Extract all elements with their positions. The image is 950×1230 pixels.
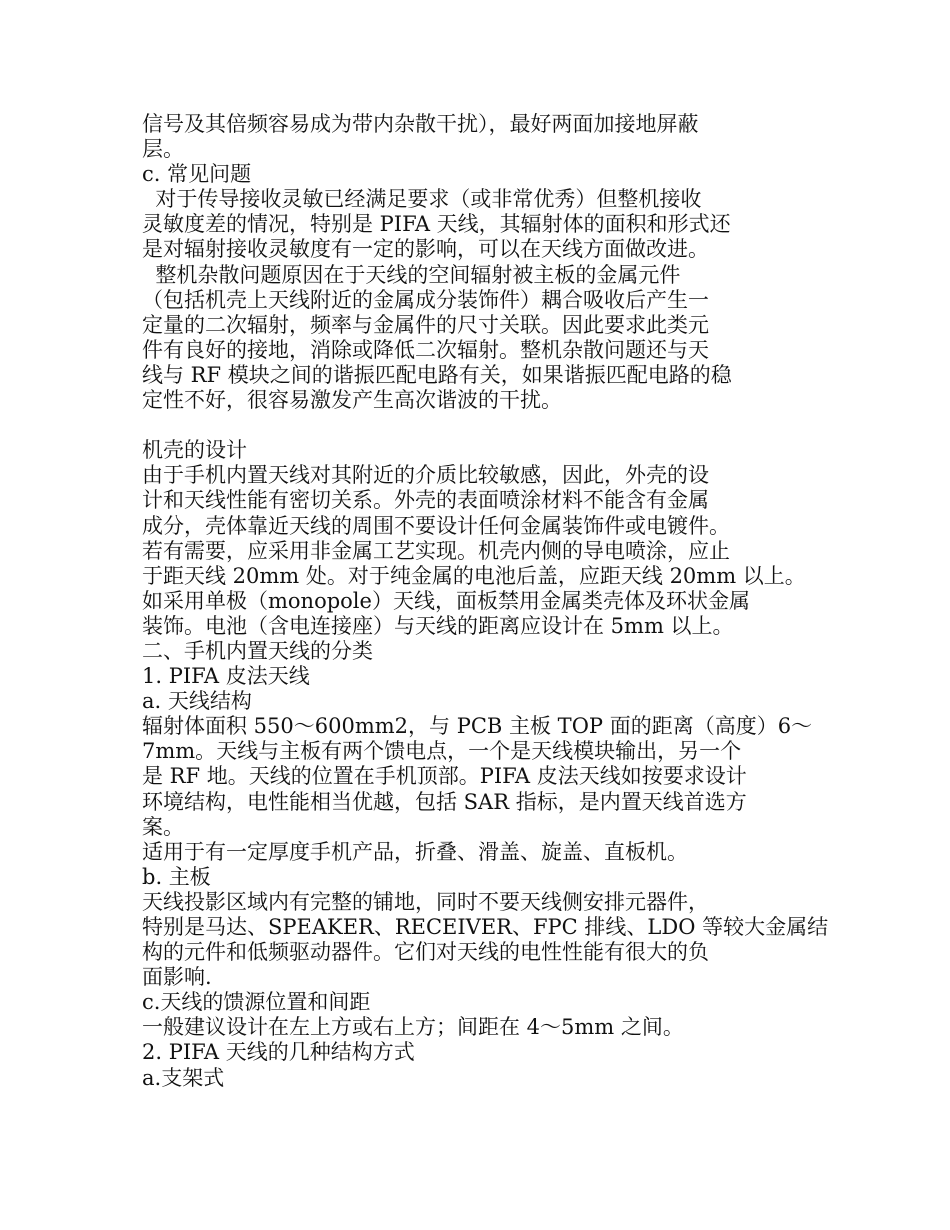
text-line: 适用于有一定厚度手机产品，折叠、滑盖、旋盖、直板机。 — [142, 839, 688, 864]
text-line: 一般建议设计在左上方或右上方；间距在 4～5mm 之间。 — [142, 1015, 684, 1040]
section-heading: c. 常见问题 — [142, 162, 252, 187]
text-line: 成分，壳体靠近天线的周围不要设计任何金属装饰件或电镀件。 — [142, 513, 730, 538]
blank-line — [142, 413, 818, 438]
text-line: 整机杂散问题原因在于天线的空间辐射被主板的金属元件 — [142, 262, 681, 287]
text-line: 定性不好，很容易激发产生高次谐波的干扰。 — [142, 388, 562, 413]
text-line: 若有需要，应采用非金属工艺实现。机壳内侧的导电喷涂，应止 — [142, 538, 730, 563]
text-line: 于距天线 20mm 处。对于纯金属的电池后盖，应距天线 20mm 以上。 — [142, 563, 806, 588]
text-line: 是 RF 地。天线的位置在手机顶部。PIFA 皮法天线如按要求设计 — [142, 764, 747, 789]
text-line: 装饰。电池（含电连接座）与天线的距离应设计在 5mm 以上。 — [142, 613, 734, 638]
section-heading: 2. PIFA 天线的几种结构方式 — [142, 1040, 415, 1065]
text-line: 环境结构，电性能相当优越，包括 SAR 指标，是内置天线首选方 — [142, 789, 747, 814]
text-line: 辐射体面积 550～600mm2，与 PCB 主板 TOP 面的距离（高度）6～ — [142, 714, 813, 739]
text-line: 对于传导接收灵敏已经满足要求（或非常优秀）但整机接收 — [142, 187, 702, 212]
section-heading: 1. PIFA 皮法天线 — [142, 664, 310, 689]
text-line: 构的元件和低频驱动器件。它们对天线的电性性能有很大的负 — [142, 940, 709, 965]
text-line: 由于手机内置天线对其附近的介质比较敏感，因此，外壳的设 — [142, 463, 709, 488]
text-line: 面影响. — [142, 965, 212, 990]
section-heading: b. 主板 — [142, 864, 211, 889]
text-line: 是对辐射接收灵敏度有一定的影响，可以在天线方面做改进。 — [142, 237, 709, 262]
text-line: 定量的二次辐射，频率与金属件的尺寸关联。因此要求此类元 — [142, 312, 709, 337]
section-heading: 二、手机内置天线的分类 — [142, 638, 373, 663]
section-heading: a.支架式 — [142, 1065, 225, 1090]
text-line: 线与 RF 模块之间的谐振匹配电路有关，如果谐振匹配电路的稳 — [142, 362, 732, 387]
section-heading: c.天线的馈源位置和间距 — [142, 990, 371, 1015]
text-line: 层。 — [142, 137, 184, 162]
text-line: 如采用单极（monopole）天线，面板禁用金属类壳体及环状金属 — [142, 588, 750, 613]
section-heading: 机壳的设计 — [142, 438, 247, 463]
text-line: 件有良好的接地，消除或降低二次辐射。整机杂散问题还与天 — [142, 337, 709, 362]
section-heading: a. 天线结构 — [142, 689, 252, 714]
text-line: 灵敏度差的情况，特别是 PIFA 天线，其辐射体的面积和形式还 — [142, 212, 731, 237]
text-line: 案。 — [142, 814, 184, 839]
text-line: 天线投影区域内有完整的铺地，同时不要天线侧安排元器件， — [142, 889, 709, 914]
text-line: 7mm。天线与主板有两个馈电点，一个是天线模块输出，另一个 — [142, 739, 742, 764]
text-line: （包括机壳上天线附近的金属成分装饰件）耦合吸收后产生一 — [142, 287, 709, 312]
text-line: 特别是马达、SPEAKER、RECEIVER、FPC 排线、LDO 等较大金属结 — [142, 915, 829, 939]
text-line: 信号及其倍频容易成为带内杂散干扰），最好两面加接地屏蔽 — [142, 112, 699, 136]
document-page — [142, 112, 829, 1091]
text-line: 计和天线性能有密切关系。外壳的表面喷涂材料不能含有金属 — [142, 488, 709, 513]
